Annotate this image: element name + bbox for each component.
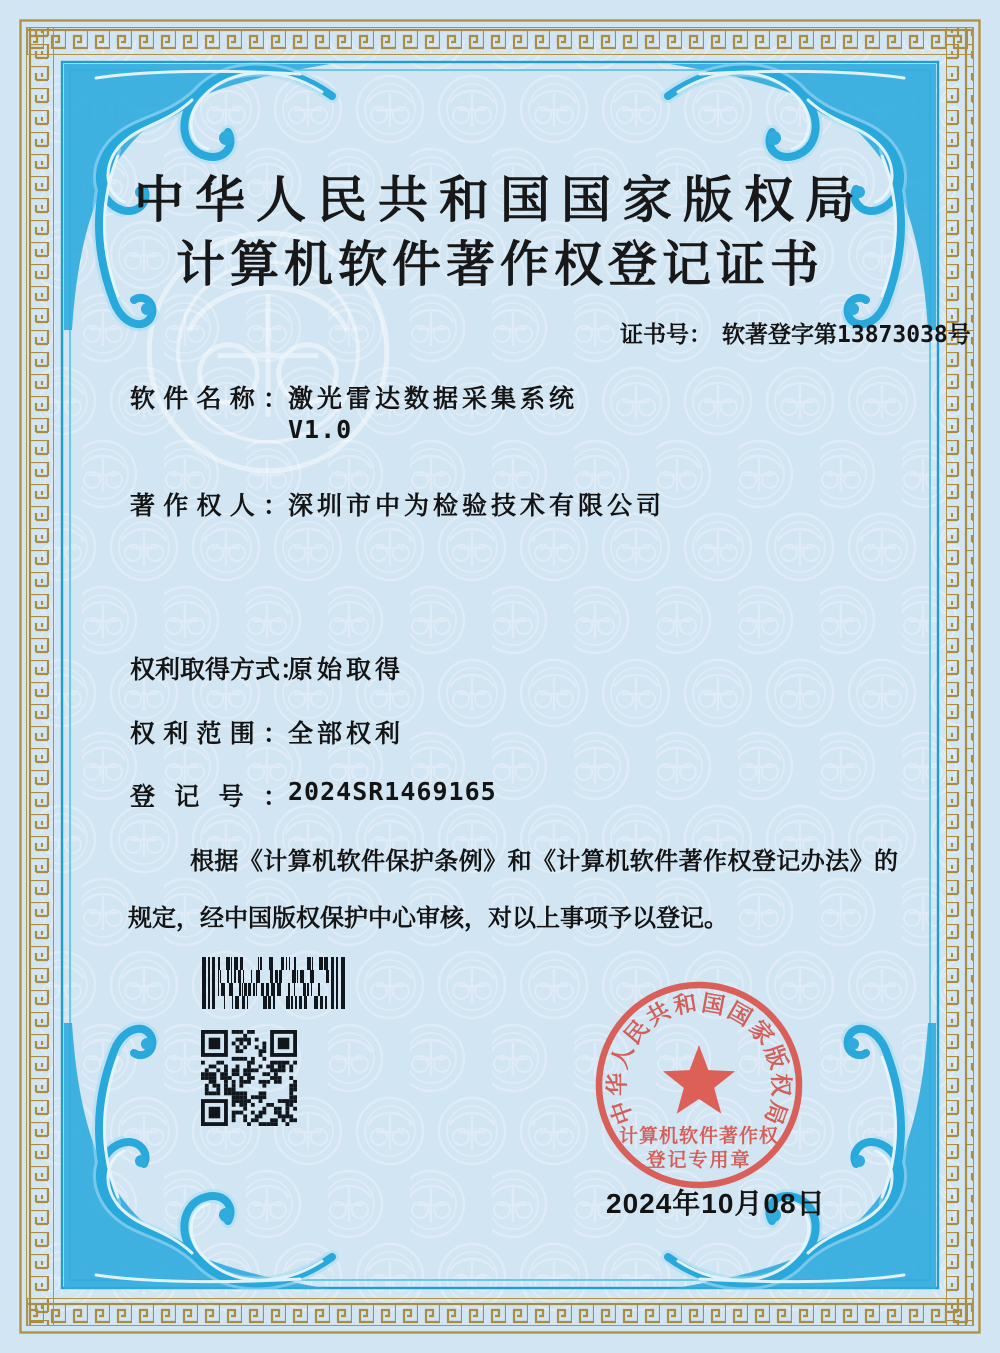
issue-date: 2024年10月08日 (606, 1188, 826, 1219)
field-rights-scope (130, 714, 404, 750)
authority-title: 中华人民共和国国家版权局 (134, 172, 866, 228)
barcode (202, 957, 345, 1009)
greek-key-bottom (27, 1299, 973, 1325)
field-copyright-owner (130, 486, 665, 522)
field-value: 激光雷达数据采集系统 (288, 385, 579, 413)
field-value: V1.0 (288, 415, 353, 444)
seal-text-line1: 计算机软件著作权 (618, 1126, 780, 1147)
field-label: 著作权人： (130, 492, 288, 520)
seal-ring-text: 中华人民共和国国家版权局 (603, 989, 795, 1129)
field-software-name (130, 379, 578, 415)
field-label: 软件名称： (130, 385, 288, 413)
official-seal (574, 961, 824, 1211)
field-software-version (288, 415, 352, 445)
seal-text-line2: 登记专用章 (646, 1150, 752, 1171)
field-value: 全部权利 (288, 720, 405, 748)
field-value: 原始取得 (288, 656, 405, 684)
seal-star-icon (663, 1045, 735, 1114)
field-label: 登记号： (130, 783, 288, 811)
field-label: 权利范围： (130, 720, 288, 748)
field-value: 深圳市中为检验技术有限公司 (288, 492, 666, 520)
qr-code (201, 1030, 297, 1126)
field-value: 2024SR1469165 (288, 777, 497, 806)
certificate-title: 计算机软件著作权登记证书 (175, 237, 824, 292)
greek-key-top (27, 28, 973, 54)
registration-statement: 根据《计算机软件保护条例》和《计算机软件著作权登记办法》的规定，经中国版权保护中心审核，对以上事项予以登记。 (128, 848, 898, 932)
field-label: 权利取得方式： (130, 656, 306, 684)
field-registration-number (130, 777, 497, 813)
field-acquisition-method (130, 650, 404, 686)
certificate-number-value: 软著登字第13873038号 (722, 322, 971, 348)
certificate-number-label: 证书号： (620, 321, 712, 347)
certificate-number (620, 316, 971, 349)
